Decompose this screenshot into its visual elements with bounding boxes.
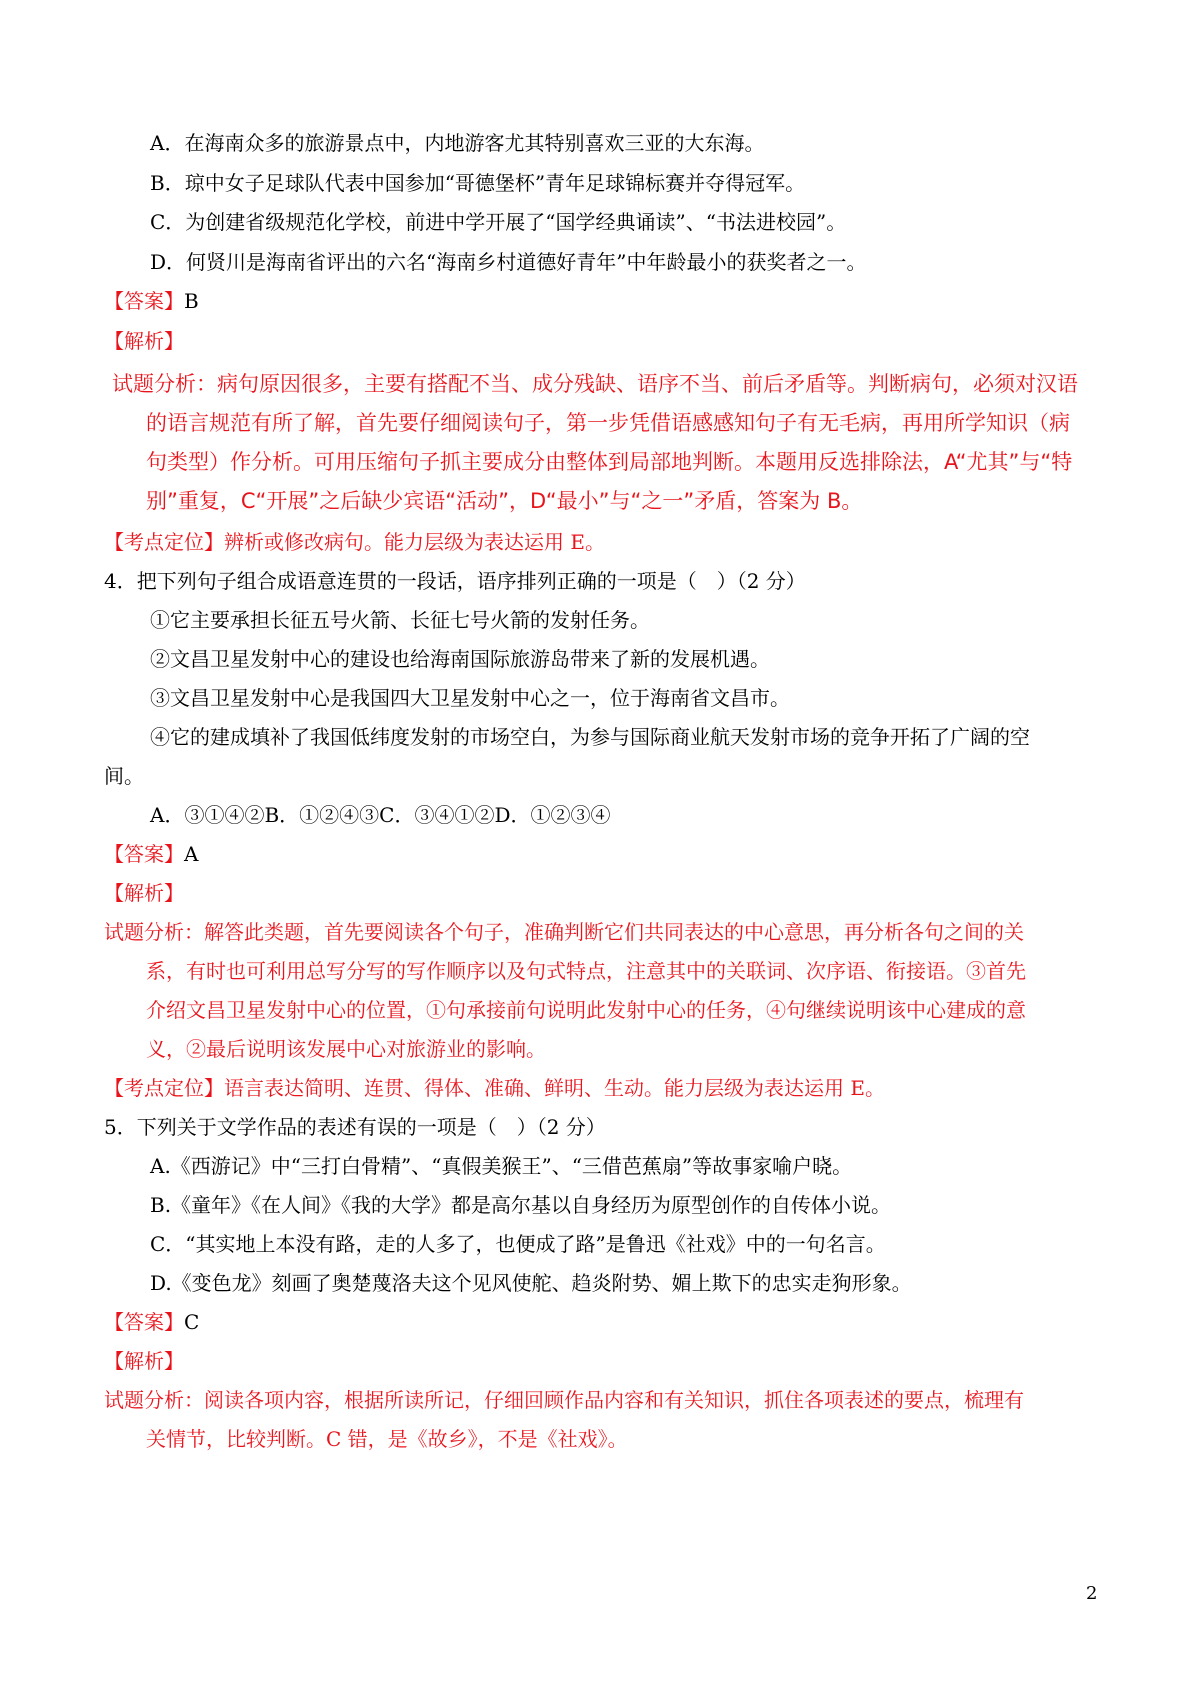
- q5-option-b: B.《童年》《在人间》《我的大学》都是高尔基以自身经历为原型创作的自传体小说。: [150, 1193, 892, 1217]
- q5-option-d: D.《变色龙》刻画了奥楚蔑洛夫这个见风使舵、趋炎附势、媚上欺下的忠实走狗形象。: [150, 1271, 912, 1295]
- q3-option-a: A．在海南众多的旅游景点中，内地游客尤其特别喜欢三亚的大东海。: [150, 131, 765, 155]
- q5-analysis-label: 【解析】: [104, 1349, 184, 1373]
- q4-analysis-label: 【解析】: [104, 881, 184, 905]
- answer-label: 【答案】: [104, 842, 184, 866]
- q4-sentence-4-cont: 间。: [104, 764, 144, 788]
- q4-analysis-line: 介绍文昌卫星发射中心的位置，①句承接前句说明此发射中心的任务，④句继续说明该中心建成的意: [146, 998, 1026, 1022]
- q5-option-c: C．“其实地上本没有路，走的人多了，也便成了路”是鲁迅《社戏》中的一句名言。: [150, 1232, 886, 1256]
- q4-sentence-3: ③文昌卫星发射中心是我国四大卫星发射中心之一，位于海南省文昌市。: [150, 686, 790, 710]
- q4-options: A．③①④②B．①②④③C．③④①②D．①②③④: [150, 803, 611, 827]
- q4-analysis-line: 义，②最后说明该发展中心对旅游业的影响。: [146, 1037, 546, 1061]
- q4-key-point: [104, 1074, 885, 1102]
- q4-sentence-2: ②文昌卫星发射中心的建设也给海南国际旅游岛带来了新的发展机遇。: [150, 647, 770, 671]
- q3-answer: [104, 287, 199, 315]
- answer-label: 【答案】: [104, 289, 184, 313]
- q3-option-b: B．琼中女子足球队代表中国参加“哥德堡杯”青年足球锦标赛并夺得冠军。: [150, 171, 806, 195]
- q3-option-c: C．为创建省级规范化学校，前进中学开展了“国学经典诵读”、“书法进校园”。: [150, 210, 847, 234]
- q4-analysis-line: 试题分析：解答此类题，首先要阅读各个句子，准确判断它们共同表达的中心意思，再分析各句之间的关: [104, 920, 1024, 944]
- q5-answer: [104, 1308, 199, 1336]
- q3-analysis-line: 句类型）作分析。可用压缩句子抓主要成分由整体到局部地判断。本题用反选排除法，A“尤其”与“特: [146, 450, 1073, 474]
- answer-label: 【答案】: [104, 1310, 184, 1334]
- q5-stem: 5．下列关于文学作品的表述有误的一项是（ ）（2 分）: [104, 1115, 606, 1139]
- key-point-text: 语言表达简明、连贯、得体、准确、鲜明、生动。能力层级为表达运用 E。: [224, 1076, 885, 1100]
- q3-analysis-line: 试题分析：病句原因很多，主要有搭配不当、成分残缺、语序不当、前后矛盾等。判断病句，必须对汉语: [112, 372, 1078, 396]
- q3-key-point: [104, 528, 605, 556]
- q3-analysis-line: 的语言规范有所了解，首先要仔细阅读句子，第一步凭借语感感知句子有无毛病，再用所学知识（病: [146, 411, 1070, 435]
- answer-value: B: [184, 289, 199, 313]
- q4-sentence-4: ④它的建成填补了我国低纬度发射的市场空白，为参与国际商业航天发射市场的竞争开拓了广阔的空: [150, 725, 1030, 749]
- q5-analysis-line: 关情节，比较判断。C 错，是《故乡》，不是《社戏》。: [146, 1427, 628, 1451]
- q3-analysis-line: 别”重复，C“开展”之后缺少宾语“活动”，D“最小”与“之一”矛盾，答案为 B。: [146, 489, 863, 513]
- answer-value: A: [184, 842, 199, 866]
- q4-stem: 4．把下列句子组合成语意连贯的一段话，语序排列正确的一项是（ ）（2 分）: [104, 569, 806, 593]
- q3-option-d: D．何贤川是海南省评出的六名“海南乡村道德好青年”中年龄最小的获奖者之一。: [150, 250, 867, 274]
- q4-sentence-1: ①它主要承担长征五号火箭、长征七号火箭的发射任务。: [150, 608, 650, 632]
- key-point-label: 【考点定位】: [104, 530, 224, 554]
- q4-analysis-line: 系，有时也可利用总写分写的写作顺序以及句式特点，注意其中的关联词、次序语、衔接语。③首先: [146, 959, 1026, 983]
- answer-value: C: [184, 1310, 200, 1334]
- page-number: 2: [1086, 1583, 1098, 1604]
- q4-answer: [104, 840, 198, 868]
- key-point-text: 辨析或修改病句。能力层级为表达运用 E。: [224, 530, 605, 554]
- q5-option-a: A.《西游记》中“三打白骨精”、“真假美猴王”、“三借芭蕉扇”等故事家喻户晓。: [150, 1154, 853, 1178]
- q3-analysis-label: 【解析】: [104, 329, 184, 353]
- q5-analysis-line: 试题分析：阅读各项内容，根据所读所记，仔细回顾作品内容和有关知识，抓住各项表述的要点，梳理有: [104, 1388, 1024, 1412]
- key-point-label: 【考点定位】: [104, 1076, 224, 1100]
